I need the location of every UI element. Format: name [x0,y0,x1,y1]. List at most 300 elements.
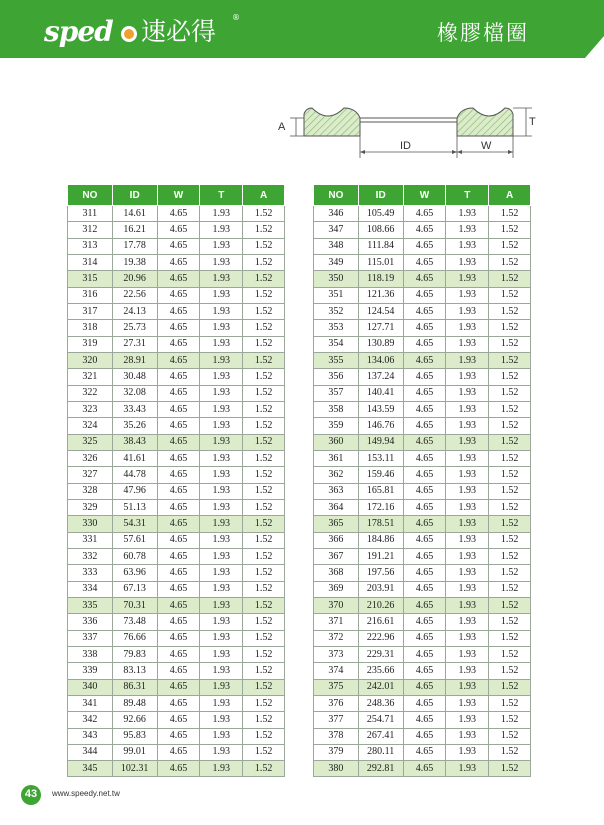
cell-t: 1.93 [446,401,489,417]
cell-a: 1.52 [243,287,285,303]
cell-w: 4.65 [157,401,200,417]
cell-a: 1.52 [489,271,531,287]
cell-no: 349 [314,254,359,270]
cell-a: 1.52 [489,254,531,270]
cell-a: 1.52 [489,630,531,646]
cell-no: 339 [68,663,113,679]
cell-a: 1.52 [243,581,285,597]
cell-id: 99.01 [112,744,157,760]
cell-id: 14.61 [112,206,157,222]
cell-id: 124.54 [358,303,403,319]
cell-t: 1.93 [200,516,243,532]
table-row [68,499,285,515]
cell-w: 4.65 [157,206,200,222]
table-header-row [68,185,285,206]
table-row [314,679,531,695]
cell-a: 1.52 [489,646,531,662]
cell-a: 1.52 [489,695,531,711]
cell-a: 1.52 [243,614,285,630]
cell-no: 317 [68,303,113,319]
cell-no: 358 [314,401,359,417]
cell-id: 30.48 [112,369,157,385]
cell-id: 280.11 [358,744,403,760]
cell-a: 1.52 [243,483,285,499]
cell-t: 1.93 [200,467,243,483]
table-row [314,728,531,744]
cell-w: 4.65 [403,761,446,777]
cell-a: 1.52 [489,483,531,499]
table-row [68,565,285,581]
cell-no: 376 [314,695,359,711]
cell-t: 1.93 [200,238,243,254]
cell-w: 4.65 [403,646,446,662]
cell-no: 327 [68,467,113,483]
cell-a: 1.52 [489,597,531,613]
page-number-badge [20,784,42,806]
cell-t: 1.93 [446,548,489,564]
cell-a: 1.52 [243,336,285,352]
cell-no: 364 [314,499,359,515]
table-row [68,646,285,662]
cell-t: 1.93 [200,581,243,597]
cell-w: 4.65 [157,565,200,581]
table-row [68,581,285,597]
cell-t: 1.93 [446,744,489,760]
cell-t: 1.93 [200,728,243,744]
cell-t: 1.93 [446,320,489,336]
cell-a: 1.52 [489,352,531,368]
table-row [314,614,531,630]
page-title: 橡膠檔圈 [437,21,529,45]
cell-t: 1.93 [446,581,489,597]
cell-no: 319 [68,336,113,352]
cell-w: 4.65 [157,352,200,368]
cell-t: 1.93 [200,483,243,499]
table-row [314,238,531,254]
spec-table-left [67,184,285,777]
table-row [314,565,531,581]
table-row [68,728,285,744]
cell-a: 1.52 [243,352,285,368]
cell-a: 1.52 [489,712,531,728]
cell-id: 242.01 [358,679,403,695]
cell-w: 4.65 [157,712,200,728]
cell-id: 115.01 [358,254,403,270]
table-row [314,499,531,515]
header-a: A [489,185,531,206]
cell-a: 1.52 [243,744,285,760]
cell-id: 178.51 [358,516,403,532]
cell-id: 67.13 [112,581,157,597]
cell-w: 4.65 [157,336,200,352]
cell-no: 314 [68,254,113,270]
cell-a: 1.52 [243,206,285,222]
table-row [314,663,531,679]
cell-a: 1.52 [243,467,285,483]
cell-t: 1.93 [200,450,243,466]
cell-t: 1.93 [200,614,243,630]
cell-t: 1.93 [200,287,243,303]
cell-id: 95.83 [112,728,157,744]
cell-a: 1.52 [243,369,285,385]
cell-a: 1.52 [489,532,531,548]
cell-w: 4.65 [403,467,446,483]
table-row [68,761,285,777]
cell-w: 4.65 [157,434,200,450]
brand-logo-chinese: 速必得 [141,17,217,46]
cell-a: 1.52 [489,728,531,744]
cell-no: 343 [68,728,113,744]
cell-t: 1.93 [446,352,489,368]
brand-logo-text: sped [44,15,113,48]
table-row [68,532,285,548]
table-row [314,303,531,319]
table-row [68,271,285,287]
cell-no: 325 [68,434,113,450]
cell-a: 1.52 [243,646,285,662]
cell-no: 363 [314,483,359,499]
table-row [68,450,285,466]
cell-t: 1.93 [446,238,489,254]
cell-no: 332 [68,548,113,564]
cell-no: 338 [68,646,113,662]
cell-w: 4.65 [403,287,446,303]
cell-no: 323 [68,401,113,417]
cell-no: 315 [68,271,113,287]
cell-no: 360 [314,434,359,450]
cell-id: 127.71 [358,320,403,336]
cell-a: 1.52 [489,401,531,417]
table-row [314,254,531,270]
table-row [68,352,285,368]
cell-a: 1.52 [243,222,285,238]
cell-id: 203.91 [358,581,403,597]
cell-w: 4.65 [403,483,446,499]
cell-id: 216.61 [358,614,403,630]
cell-a: 1.52 [243,630,285,646]
table-row [68,597,285,613]
table-row [314,744,531,760]
cell-t: 1.93 [446,565,489,581]
table-row [68,303,285,319]
cell-w: 4.65 [403,434,446,450]
cell-id: 165.81 [358,483,403,499]
cell-a: 1.52 [489,581,531,597]
table-row [314,712,531,728]
cell-no: 361 [314,450,359,466]
cell-a: 1.52 [489,516,531,532]
cell-t: 1.93 [200,744,243,760]
cell-w: 4.65 [403,679,446,695]
cell-a: 1.52 [243,679,285,695]
cell-id: 63.96 [112,565,157,581]
cell-a: 1.52 [489,565,531,581]
cell-a: 1.52 [489,206,531,222]
table-row [314,532,531,548]
table-row [68,712,285,728]
table-row [68,222,285,238]
cell-t: 1.93 [446,532,489,548]
table-row [314,516,531,532]
table-row [314,401,531,417]
cell-no: 368 [314,565,359,581]
cell-id: 235.66 [358,663,403,679]
ring-cross-section-diagram [270,100,540,170]
cell-no: 324 [68,418,113,434]
cell-no: 344 [68,744,113,760]
cell-w: 4.65 [403,254,446,270]
cell-id: 28.91 [112,352,157,368]
cell-a: 1.52 [489,434,531,450]
table-row [314,450,531,466]
cell-t: 1.93 [200,401,243,417]
cell-id: 41.61 [112,450,157,466]
table-row [314,630,531,646]
cell-id: 292.81 [358,761,403,777]
cell-w: 4.65 [403,369,446,385]
cell-w: 4.65 [157,695,200,711]
cell-w: 4.65 [403,565,446,581]
cell-id: 149.94 [358,434,403,450]
cell-id: 140.41 [358,385,403,401]
table-row [68,614,285,630]
cell-id: 134.06 [358,352,403,368]
cell-id: 267.41 [358,728,403,744]
cell-w: 4.65 [157,303,200,319]
cell-t: 1.93 [200,712,243,728]
cell-w: 4.65 [403,336,446,352]
header-w: W [403,185,446,206]
cell-id: 86.31 [112,679,157,695]
spec-table-right [313,184,531,777]
cell-w: 4.65 [157,450,200,466]
cell-t: 1.93 [200,303,243,319]
cell-w: 4.65 [403,597,446,613]
cell-w: 4.65 [157,663,200,679]
cell-w: 4.65 [403,352,446,368]
cell-a: 1.52 [489,222,531,238]
cell-id: 92.66 [112,712,157,728]
cell-no: 355 [314,352,359,368]
cell-t: 1.93 [200,271,243,287]
header-no: NO [68,185,113,206]
cell-no: 335 [68,597,113,613]
cell-id: 184.86 [358,532,403,548]
cell-t: 1.93 [200,320,243,336]
cell-id: 20.96 [112,271,157,287]
table-row [68,418,285,434]
header-id: ID [112,185,157,206]
cell-no: 365 [314,516,359,532]
cell-t: 1.93 [200,222,243,238]
cell-no: 318 [68,320,113,336]
cell-w: 4.65 [157,320,200,336]
cell-a: 1.52 [243,450,285,466]
cell-a: 1.52 [243,516,285,532]
cell-t: 1.93 [200,434,243,450]
cell-a: 1.52 [489,548,531,564]
cell-a: 1.52 [243,303,285,319]
cell-t: 1.93 [446,761,489,777]
cell-w: 4.65 [403,744,446,760]
cell-t: 1.93 [200,597,243,613]
cell-a: 1.52 [489,320,531,336]
cell-no: 321 [68,369,113,385]
cell-w: 4.65 [157,516,200,532]
cell-a: 1.52 [489,303,531,319]
header-t: T [446,185,489,206]
cell-id: 254.71 [358,712,403,728]
cell-w: 4.65 [157,548,200,564]
cell-id: 51.13 [112,499,157,515]
cell-a: 1.52 [489,499,531,515]
cell-w: 4.65 [157,287,200,303]
cell-no: 322 [68,385,113,401]
cell-id: 57.61 [112,532,157,548]
cell-w: 4.65 [403,630,446,646]
cell-id: 27.31 [112,336,157,352]
cell-a: 1.52 [489,679,531,695]
cell-a: 1.52 [243,320,285,336]
cell-t: 1.93 [200,336,243,352]
cell-t: 1.93 [200,385,243,401]
cell-w: 4.65 [403,401,446,417]
cell-a: 1.52 [489,761,531,777]
cell-no: 342 [68,712,113,728]
cell-no: 374 [314,663,359,679]
cell-no: 359 [314,418,359,434]
dimension-drawing [270,100,540,170]
cell-w: 4.65 [403,581,446,597]
cell-id: 35.26 [112,418,157,434]
table-row [314,352,531,368]
cell-w: 4.65 [403,499,446,515]
cell-a: 1.52 [243,385,285,401]
cell-no: 370 [314,597,359,613]
cell-id: 248.36 [358,695,403,711]
cell-no: 375 [314,679,359,695]
cell-id: 83.13 [112,663,157,679]
table-row [314,548,531,564]
cell-a: 1.52 [243,499,285,515]
cell-id: 153.11 [358,450,403,466]
cell-no: 353 [314,320,359,336]
cell-w: 4.65 [157,483,200,499]
cell-no: 328 [68,483,113,499]
cell-a: 1.52 [243,401,285,417]
website-url: www.speedy.net.tw [52,789,120,798]
cell-no: 378 [314,728,359,744]
table-row [68,369,285,385]
cell-t: 1.93 [200,254,243,270]
cell-id: 79.83 [112,646,157,662]
cell-id: 111.84 [358,238,403,254]
table-row [314,418,531,434]
dimension-label-w: W [481,140,492,152]
cell-a: 1.52 [489,369,531,385]
cell-a: 1.52 [243,434,285,450]
cell-t: 1.93 [446,597,489,613]
cell-no: 354 [314,336,359,352]
cell-t: 1.93 [200,565,243,581]
table-row [314,483,531,499]
dimension-label-id: ID [400,140,411,152]
cell-t: 1.93 [446,630,489,646]
cell-w: 4.65 [403,712,446,728]
cell-no: 333 [68,565,113,581]
table-row [68,385,285,401]
cell-t: 1.93 [446,303,489,319]
cell-id: 22.56 [112,287,157,303]
cell-t: 1.93 [200,646,243,662]
cell-id: 210.26 [358,597,403,613]
header-t: T [200,185,243,206]
cell-t: 1.93 [446,418,489,434]
cell-t: 1.93 [446,206,489,222]
cell-a: 1.52 [243,271,285,287]
cell-a: 1.52 [489,744,531,760]
table-row [68,320,285,336]
cell-t: 1.93 [446,516,489,532]
cell-no: 371 [314,614,359,630]
cell-w: 4.65 [157,744,200,760]
cell-a: 1.52 [489,450,531,466]
cell-id: 121.36 [358,287,403,303]
cell-t: 1.93 [446,695,489,711]
table-row [314,385,531,401]
cell-no: 336 [68,614,113,630]
cell-w: 4.65 [157,597,200,613]
cell-t: 1.93 [446,385,489,401]
cell-w: 4.65 [403,450,446,466]
cell-t: 1.93 [200,532,243,548]
cell-id: 38.43 [112,434,157,450]
cell-no: 329 [68,499,113,515]
cell-w: 4.65 [403,385,446,401]
table-row [68,287,285,303]
cell-w: 4.65 [157,614,200,630]
cell-id: 73.48 [112,614,157,630]
cell-no: 362 [314,467,359,483]
table-header-row [314,185,531,206]
cell-a: 1.52 [243,548,285,564]
cell-no: 341 [68,695,113,711]
cell-no: 348 [314,238,359,254]
dimension-label-t: T [529,116,536,128]
cell-no: 356 [314,369,359,385]
cell-t: 1.93 [446,369,489,385]
table-row [314,695,531,711]
cell-t: 1.93 [446,222,489,238]
cell-t: 1.93 [200,663,243,679]
cell-a: 1.52 [489,385,531,401]
cell-a: 1.52 [489,287,531,303]
header-id: ID [358,185,403,206]
cell-a: 1.52 [243,663,285,679]
table-row [314,206,531,222]
cell-w: 4.65 [403,320,446,336]
cell-no: 337 [68,630,113,646]
table-row [68,401,285,417]
cell-a: 1.52 [243,728,285,744]
cell-t: 1.93 [200,695,243,711]
cell-no: 313 [68,238,113,254]
table-row [68,663,285,679]
table-row [314,369,531,385]
cell-w: 4.65 [157,679,200,695]
cell-t: 1.93 [200,630,243,646]
table-row [314,467,531,483]
